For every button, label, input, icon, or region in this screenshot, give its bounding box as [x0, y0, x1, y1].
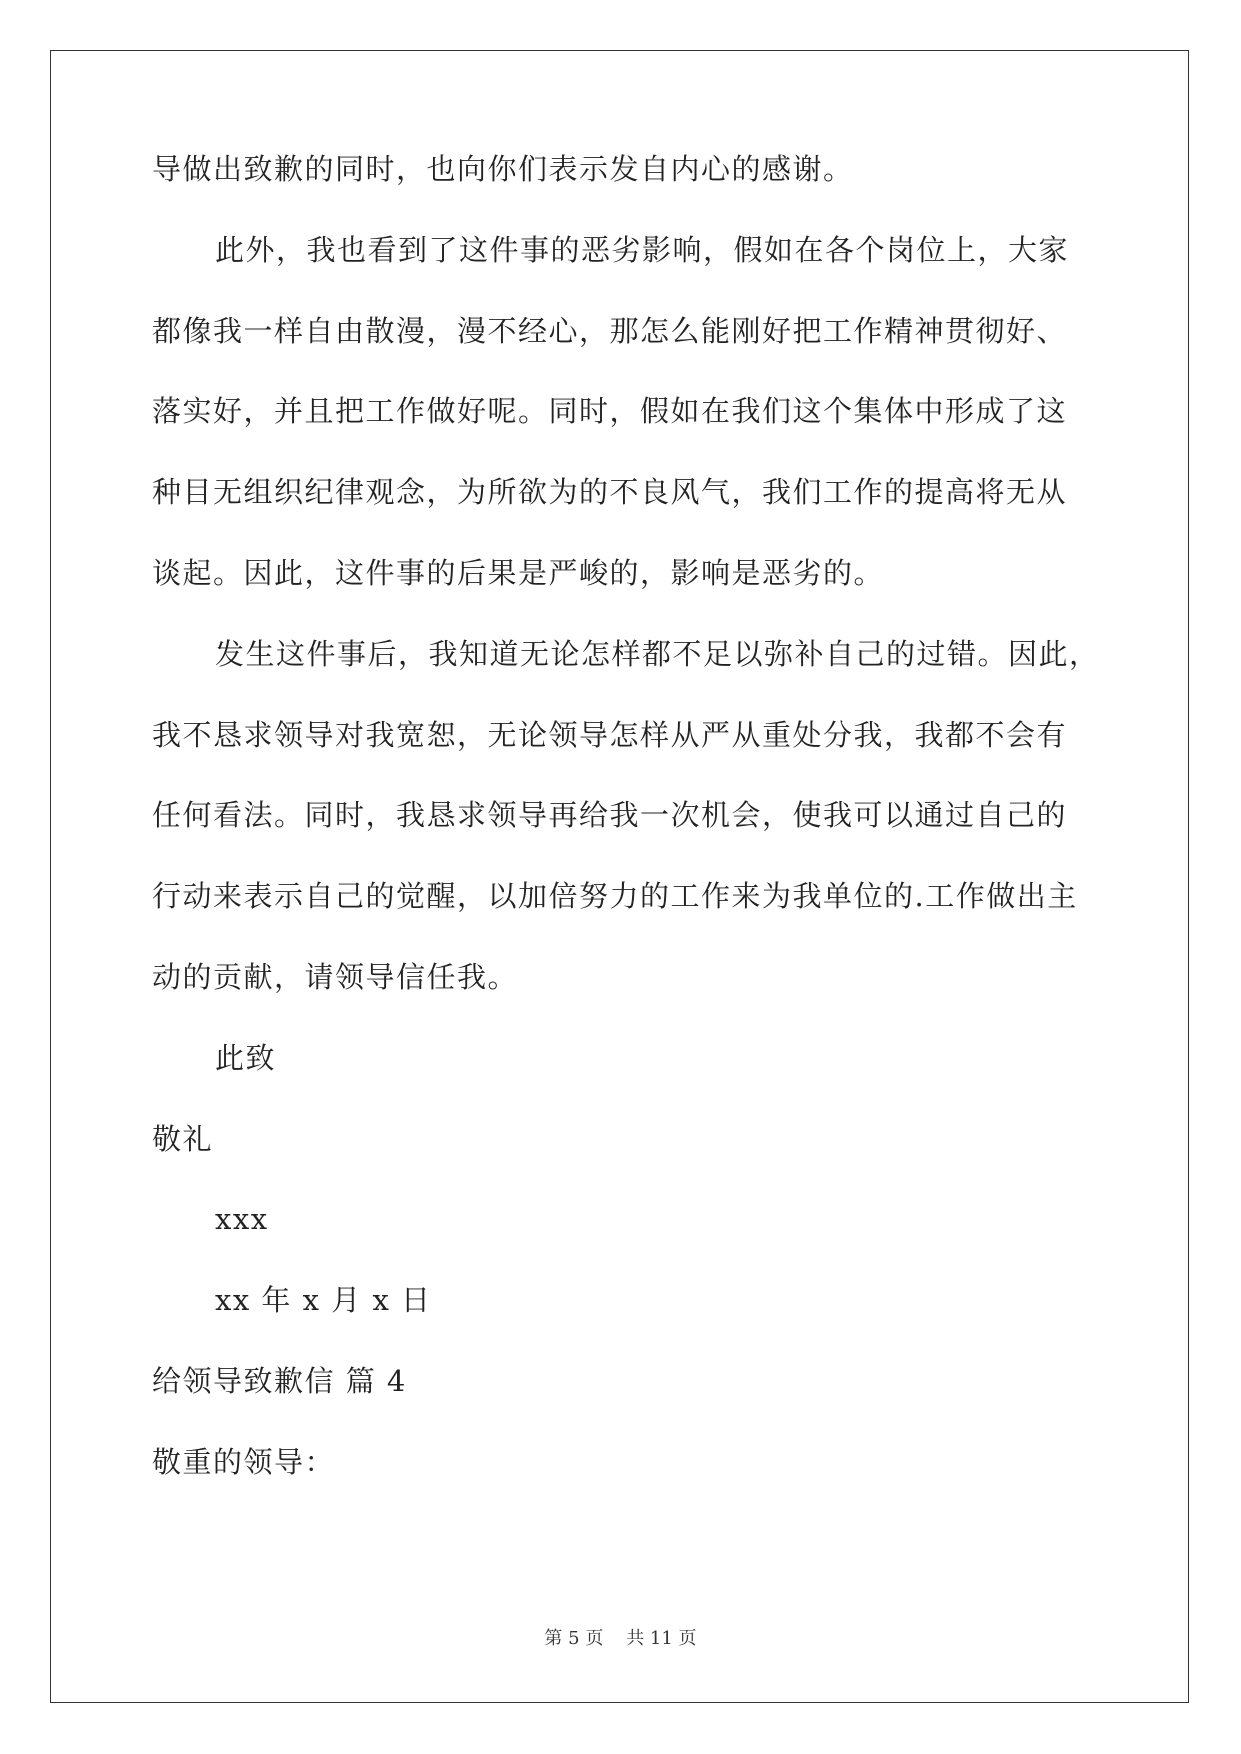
text-line-2: 此外，我也看到了这件事的恶劣影响，假如在各个岗位上，大家 [215, 232, 1070, 267]
page-footer [0, 1624, 1241, 1650]
text-line-6: 谈起。因此，这件事的后果是严峻的，影响是恶劣的。 [152, 555, 885, 590]
greeting-line: 敬重的领导： [152, 1444, 336, 1479]
text-line-5: 种目无组织纪律观念，为所欲为的不良风气，我们工作的提高将无从 [152, 475, 1068, 510]
signature-date: xx 年 x 月 x 日 [215, 1283, 432, 1318]
section-heading: 给领导致歉信 篇 4 [152, 1363, 407, 1398]
closing-salutation: 此致 [215, 1040, 277, 1075]
signature-name: xxx [215, 1202, 269, 1237]
text-line-7: 发生这件事后，我知道无论怎样都不足以弥补自己的过错。因此， [215, 636, 1100, 671]
text-line-8: 我不恳求领导对我宽恕，无论领导怎样从严从重处分我，我都不会有 [152, 717, 1068, 752]
document-body [152, 150, 1100, 1503]
text-line-9: 任何看法。同时，我恳求领导再给我一次机会，使我可以通过自己的 [152, 798, 1068, 833]
page-number: 第 5 页 共 11 页 [544, 1628, 697, 1649]
closing-regards: 敬礼 [152, 1121, 214, 1156]
text-line-4: 落实好，并且把工作做好呢。同时，假如在我们这个集体中形成了这 [152, 394, 1068, 429]
text-line-10: 行动来表示自己的觉醒，以加倍努力的工作来为我单位的.工作做出主 [152, 879, 1078, 914]
text-line-11: 动的贡献，请领导信任我。 [152, 959, 519, 994]
text-line-1: 导做出致歉的同时，也向你们表示发自内心的感谢。 [152, 152, 854, 186]
text-line-3: 都像我一样自由散漫，漫不经心，那怎么能刚好把工作精神贯彻好、 [152, 313, 1068, 348]
